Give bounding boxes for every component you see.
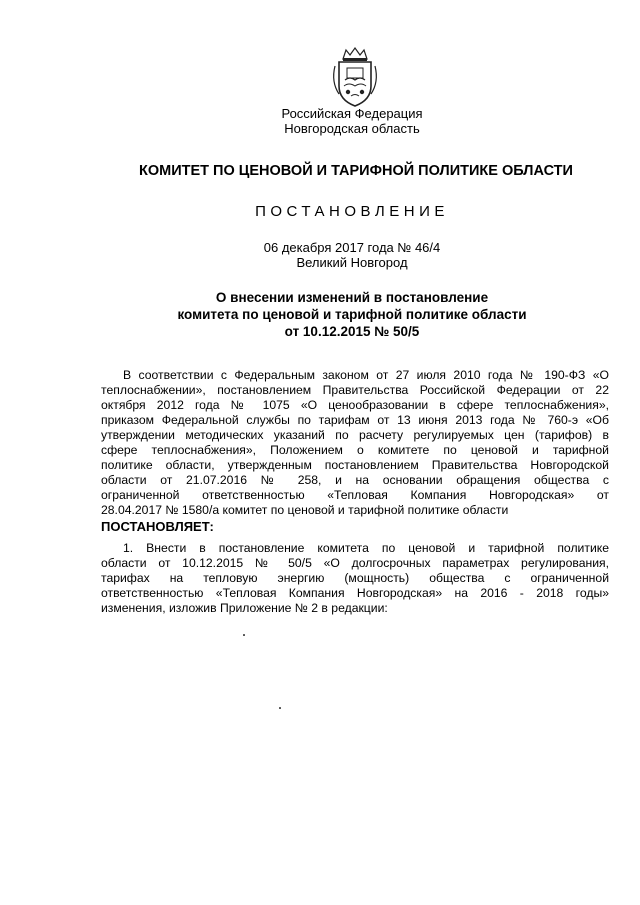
text-line: 28.04.2017 № 1580/а комитет по ценовой и тарифной политике области: [101, 503, 509, 517]
subject-line: О внесении изменений в постановление: [215, 290, 489, 305]
date-block: [32, 240, 640, 270]
text-line: политике области, утвержденным постановлением Правительства Новгородской: [101, 458, 609, 472]
committee-title: КОМИТЕТ ПО ЦЕНОВОЙ И ТАРИФНОЙ ПОЛИТИКЕ ОБЛАСТИ: [139, 163, 573, 179]
text-line: утверждении методических указаний по расчету регулируемых цен (тарифов) в: [101, 428, 609, 442]
document-subject: [32, 289, 640, 340]
date-number: 06 декабря 2017 года № 46/4: [263, 240, 441, 255]
text-line: ограниченной ответственностью «Тепловая Компания Новгородская» от: [101, 488, 609, 502]
text-line: ответственностью «Тепловая Компания Новгородская» на 2016 - 2018 годы»: [101, 586, 609, 600]
text-line: В соответствии с Федеральным законом от 27 июля 2010 года № 190-ФЗ «О: [123, 368, 609, 382]
text-line: области от 10.12.2015 № 50/5 «О долгосрочных параметрах регулирования,: [101, 556, 609, 570]
text-line: 1. Внести в постановление комитета по ценовой и тарифной политике: [123, 541, 609, 555]
preamble-paragraph: [101, 368, 609, 518]
text-line: тарифах на тепловую энергию (мощность) общества с ограниченной: [101, 571, 609, 585]
text-line: области от 21.07.2016 № 258, и на основании обращения общества с: [101, 473, 609, 487]
text-line: изменения, изложив Приложение № 2 в редакции:: [101, 601, 388, 615]
subject-line: комитета по ценовой и тарифной политике области: [177, 307, 527, 322]
scan-speck: [279, 707, 281, 709]
city-name: Великий Новгород: [296, 255, 408, 270]
document-type: ПОСТАНОВЛЕНИЕ: [255, 203, 449, 220]
text-line: теплоснабжении», постановлением Правительства Российской Федерации от 22: [101, 383, 609, 397]
scan-speck: [243, 634, 245, 636]
region-block: [32, 106, 640, 136]
text-line: приказом Федеральной службы по тарифам от 13 июня 2013 года № 760-э «Об: [101, 413, 609, 427]
text-line: сфере теплоснабжения», Положением о комитете по ценовой и тарифной: [101, 443, 609, 457]
text-line: октября 2012 года № 1075 «О ценообразовании в сфере теплоснабжения»,: [101, 398, 609, 412]
clause-paragraph: [101, 541, 609, 616]
subject-line: от 10.12.2015 № 50/5: [284, 324, 420, 339]
resolves-heading: ПОСТАНОВЛЯЕТ:: [101, 519, 214, 534]
region-name: Новгородская область: [284, 121, 420, 136]
country-name: Российская Федерация: [281, 106, 423, 121]
novgorod-coat-of-arms-icon: [327, 46, 383, 108]
